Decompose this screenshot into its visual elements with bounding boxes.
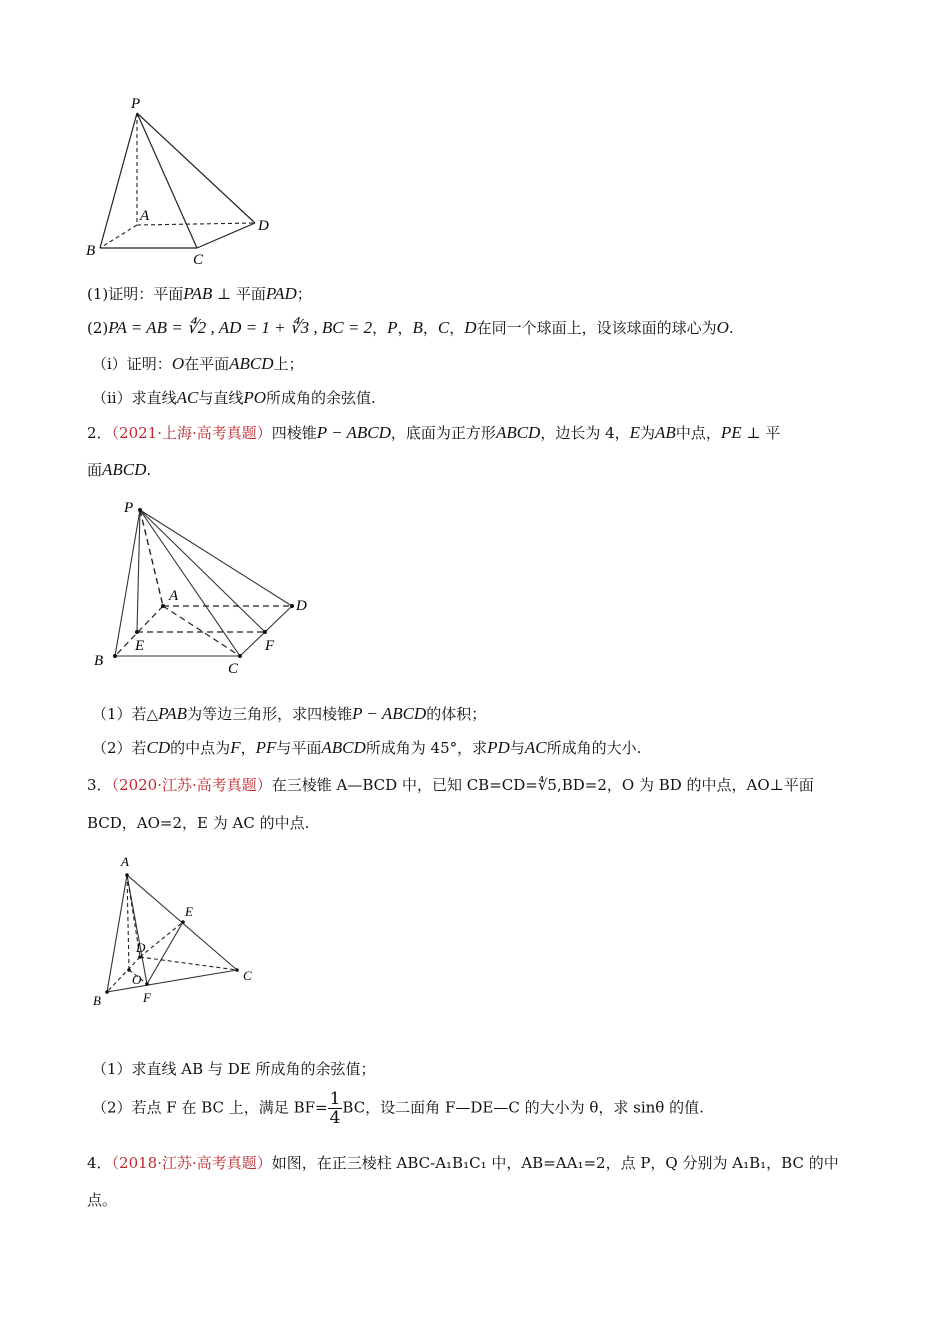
fraction-one-quarter: $\frac{1}{4}$ <box>329 1089 341 1128</box>
q1-part2-ii: （ii）求直线AC与直线PO所成角的余弦值. <box>92 388 376 407</box>
label-F: F <box>143 990 151 1005</box>
q1-part2-i: （i）证明：O在平面ABCD上； <box>92 354 304 373</box>
q2-line1: 2．（2021·上海·高考真题）四棱锥P − ABCD，底面为正方形ABCD，边长为 4，E为AB中点，PE ⊥ 平 <box>87 423 781 442</box>
q1-part1: (1)证明：平面PAB ⊥ 平面PAD； <box>87 284 312 303</box>
q4-source-tag: （2018·江苏·高考真题） <box>111 1154 272 1172</box>
label-A: A <box>169 588 179 604</box>
figure-tetrahedron-3 <box>85 852 275 1012</box>
q2-line2: 面ABCD. <box>87 460 152 479</box>
figure-pyramid-2 <box>85 490 325 680</box>
label-C: C <box>243 968 252 983</box>
label-A: A <box>140 208 150 224</box>
label-P: P <box>131 96 141 112</box>
label-B: B <box>93 993 101 1008</box>
label-B: B <box>94 653 104 669</box>
q3-sub2: （2）若点 F 在 BC 上，满足 BF= $\frac{1}{4}$ BC，设二面角 F—DE—C 的大小为 θ，求 sinθ 的值. <box>92 1089 704 1128</box>
label-P: P <box>124 500 134 516</box>
q2-sub2: （2）若CD的中点为F，PF与平面ABCD所成角为 45°，求PD与AC所成角的大小. <box>92 738 642 757</box>
q2-sub1: （1）若△PAB为等边三角形，求四棱锥P − ABCD的体积； <box>92 704 487 723</box>
q3-line1: 3．（2020·江苏·高考真题）在三棱锥 A—BCD 中，已知 CB=CD=∜5,BD=2，O 为 BD 的中点，AO⊥平面 <box>87 776 814 794</box>
label-A: A <box>121 854 129 869</box>
label-D: D <box>258 218 269 234</box>
q4-line2: 点。 <box>87 1191 118 1209</box>
label-C: C <box>193 252 204 268</box>
label-D: D <box>136 940 146 955</box>
label-B: B <box>86 243 96 259</box>
q3-sub1: （1）求直线 AB 与 DE 所成角的余弦值； <box>92 1060 376 1078</box>
q2-source-tag: （2021·上海·高考真题） <box>111 424 272 442</box>
label-F: F <box>265 638 275 654</box>
label-D: D <box>296 598 307 614</box>
q3-line2: BCD，AO=2，E 为 AC 的中点. <box>87 814 310 832</box>
q4-line1: 4．（2018·江苏·高考真题）如图，在正三棱柱 ABC-A₁B₁C₁ 中，AB=AA₁=2，点 P，Q 分别为 A₁B₁，BC 的中 <box>87 1154 839 1172</box>
figure-pyramid-1 <box>80 88 280 273</box>
q1-part2: (2)PA = AB = ∜2 , AD = 1 + ∜3 , BC = 2，P，B，C，D在同一个球面上，设该球面的球心为O. <box>87 318 734 337</box>
label-E: E <box>135 638 145 654</box>
label-E: E <box>185 904 193 919</box>
q3-source-tag: （2020·江苏·高考真题） <box>111 776 272 794</box>
label-C: C <box>228 661 239 677</box>
label-O: O <box>132 972 142 987</box>
